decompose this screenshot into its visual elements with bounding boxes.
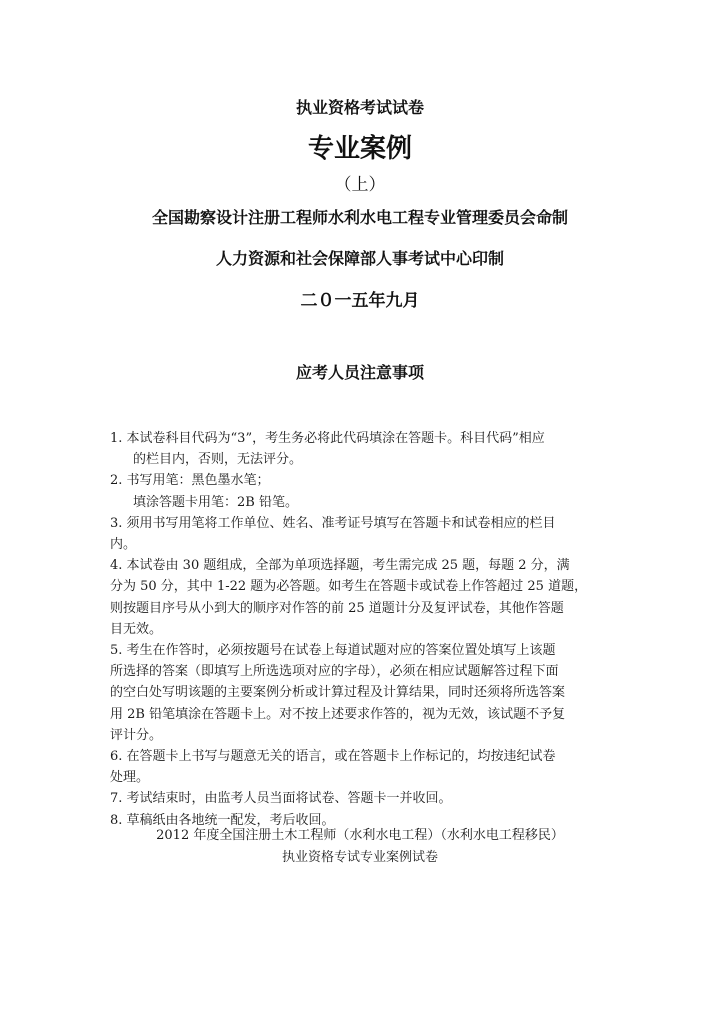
notice-line: 7. 考试结束时，由监考人员当面将试卷、答题卡一并收回。	[110, 791, 452, 807]
notice-line: 6. 在答题卡上书写与题意无关的语言，或在答题卡上作标记的，均按违纪试卷	[110, 749, 556, 765]
notice-list	[110, 428, 630, 831]
notice-line: 所选择的答案（即填写上所选选项对应的字母），必须在相应试题解答过程下面	[110, 664, 559, 680]
committee-line: 全国勘察设计注册工程师水利水电工程专业管理委员会命制	[151, 208, 568, 227]
notice-line: 内。	[110, 537, 137, 553]
part-label: （上）	[334, 175, 386, 195]
notice-line: 评计分。	[110, 727, 163, 743]
notice-line: 3. 须用书写用笔将工作单位、姓名、准考证号填写在答题卡和试卷相应的栏目	[110, 515, 556, 531]
notice-line: 4. 本试卷由 30 题组成，全部为单项选择题，考生需完成 25 题，每题 2 分，满	[110, 558, 570, 574]
printer-line: 人力资源和社会保障部人事考试中心印制	[215, 249, 504, 268]
notice-line: 的栏目内，否则，无法评分。	[133, 452, 303, 468]
page-title: 专业案例	[307, 134, 412, 164]
notice-line: 则按题目序号从小到大的顺序对作答的前 25 道题计分及复评试卷，其他作答题	[110, 600, 564, 616]
footer-line-1: 2012 年度全国注册土木工程师（水利水电工程）（水利水电工程移民）	[156, 828, 564, 843]
notice-line: 5. 考生在作答时，必须按题号在试卷上每道试题对应的答案位置处填写上该题	[110, 643, 556, 659]
footer-line-2: 执业资格专试专业案例试卷	[281, 850, 438, 865]
notice-heading: 应考人员注意事项	[295, 363, 424, 382]
notice-line: 的空白处写明该题的主要案例分析或计算过程及计算结果，同时还须将所选答案	[110, 685, 566, 701]
notice-line: 2. 书写用笔：黑色墨水笔；	[110, 473, 270, 489]
notice-line: 目无效。	[110, 621, 163, 637]
notice-line: 1. 本试卷科目代码为“3”，考生务必将此代码填涂在答题卡。科目代码”相应	[110, 431, 545, 446]
notice-line: 填涂答题卡用笔：2B 铅笔。	[133, 494, 298, 510]
notice-line: 用 2B 铅笔填涂在答题卡上。对不按上述要求作答的，视为无效，该试题不予复	[110, 706, 566, 722]
exam-type-heading: 执业资格考试试卷	[295, 98, 424, 117]
notice-line: 8. 草稿纸由各地统一配发，考后收回。	[110, 812, 335, 828]
exam-date: 二０一五年九月	[300, 291, 420, 311]
notice-line: 分为 50 分，其中 1-22 题为必答题。如考生在答题卡或试卷上作答超过 25 道题，	[110, 579, 588, 595]
notice-line: 处理。	[110, 770, 150, 786]
